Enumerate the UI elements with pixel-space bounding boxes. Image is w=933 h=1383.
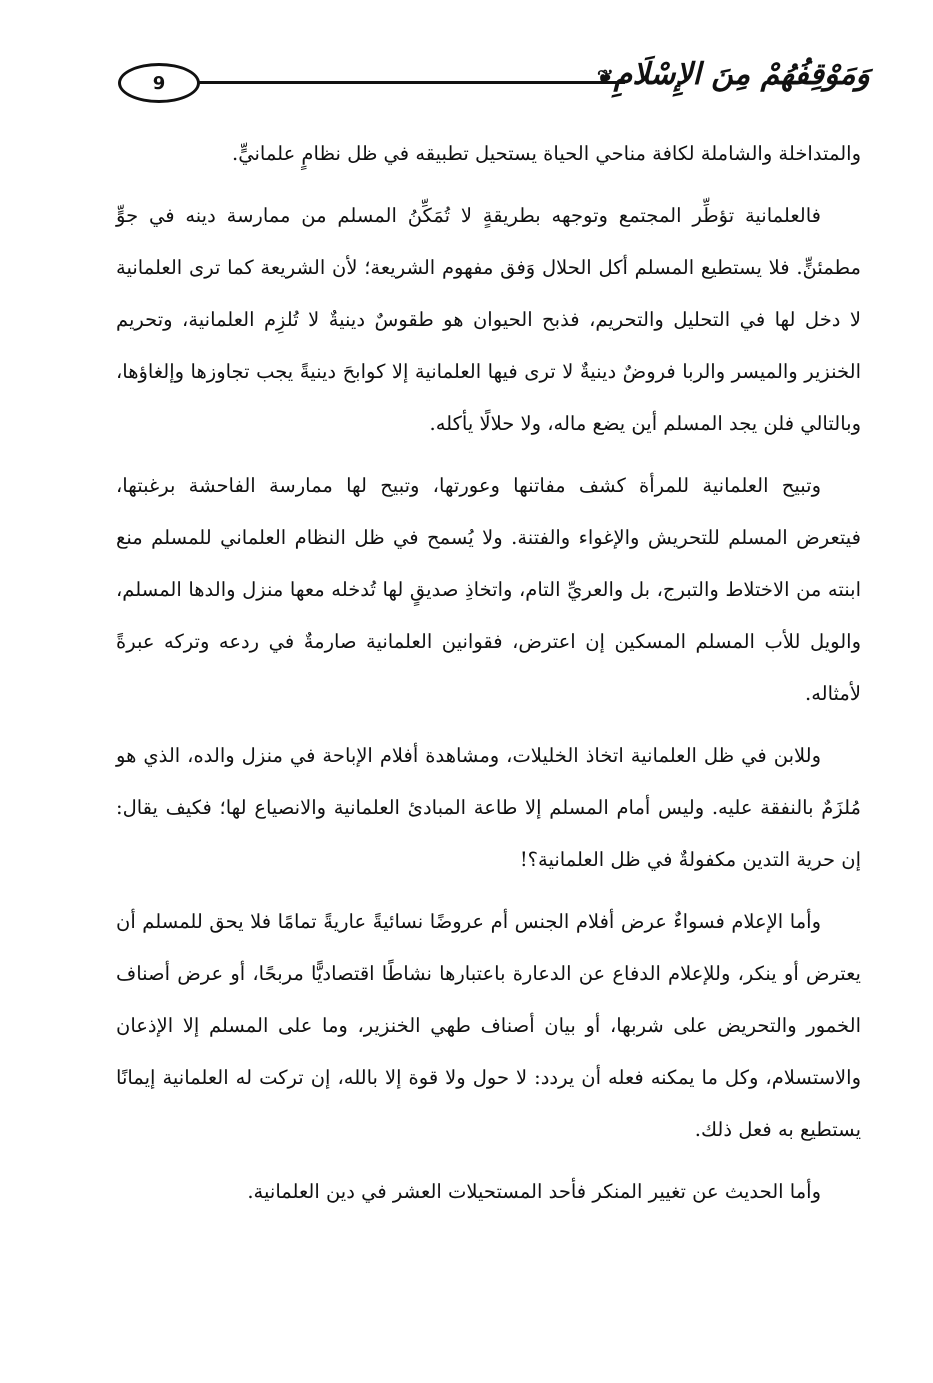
page-body <box>116 128 861 1228</box>
header-rule <box>198 81 625 84</box>
page-number: 9 <box>152 72 166 94</box>
paragraph: والمتداخلة والشاملة لكافة مناحي الحياة يستحيل تطبيقه في ظل نظامٍ علمانيٍّ. <box>232 142 861 165</box>
paragraph: وأما الإعلام فسواءٌ عرض أفلام الجنس أم عروضًا نسائيةً عاريةً تمامًا فلا يحق للمسلم أن يعترض أو ينكر، وللإعلام الدفاع عن الدعارة باعتبارها نشاطًا اقتصاديًّا مربحًا، أو عرض أصناف الخمور والتحريض على شربها، أو بيان أصناف طهي الخنزير، وما على المسلم إلا الإذعان والاستسلام، وكل ما يمكنه فعله أن يردد: لا حول ولا قوة إلا بالله، إن تركت له العلمانية إيمانًا يستطيع به فعل ذلك. <box>116 910 861 1141</box>
paragraph: وتبيح العلمانية للمرأة كشف مفاتنها وعورتها، وتبيح لها ممارسة الفاحشة برغبتها، فيتعرض المسلم للتحريش والإغواء والفتنة. ولا يُسمح في ظل النظام العلماني للمسلم منع ابنته من الاختلاط والتبرج، بل والعريِّ التام، واتخاذِ صديقٍ لها تُدخله معها منزل والدها المسلم، والويل للأب المسلم المسكين إن اعترض، فقوانين العلمانية صارمةٌ في ردعه وتركه عبرةً لأمثاله. <box>116 474 861 705</box>
running-title-text: وَمَوْقِفُهُمْ مِنَ الإِسْلَامِ <box>613 57 870 92</box>
paragraph: وللابن في ظل العلمانية اتخاذ الخليلات، ومشاهدة أفلام الإباحة في منزل والده، الذي هو مُلزَمٌ بالنفقة عليه. وليس أمام المسلم إلا طاعة المبادئ العلمانية والانصياع لها؛ فكيف يقال: إن حرية التدين مكفولةٌ في ظل العلمانية؟! <box>116 744 861 871</box>
page-header <box>100 55 870 115</box>
paragraph: فالعلمانية تؤطِّر المجتمع وتوجهه بطريقةٍ لا تُمَكِّنُ المسلم من ممارسة دينه في جوٍّ مطمئنٍّ. فلا يستطيع المسلم أكل الحلال وَفق مفهوم الشريعة؛ لأن الشريعة كما ترى العلمانية لا دخل لها في التحليل والتحريم، فذبح الحيوان هو طقوسٌ دينيةٌ لا تُلزِم العلمانية، وتحريم الخنزير والميسر والربا فروضٌ دينيةٌ لا ترى فيها العلمانية إلا كوابحَ دينيةً يجب تجاوزها وإلغاؤها، وبالتالي فلن يجد المسلم أين يضع ماله، ولا حلالًا يأكله. <box>116 204 861 435</box>
page-number-badge <box>118 63 200 103</box>
ornament-icon: ❦ <box>597 65 614 89</box>
running-title <box>591 57 870 92</box>
paragraph: وأما الحديث عن تغيير المنكر فأحد المستحيلات العشر في دين العلمانية. <box>247 1180 821 1203</box>
